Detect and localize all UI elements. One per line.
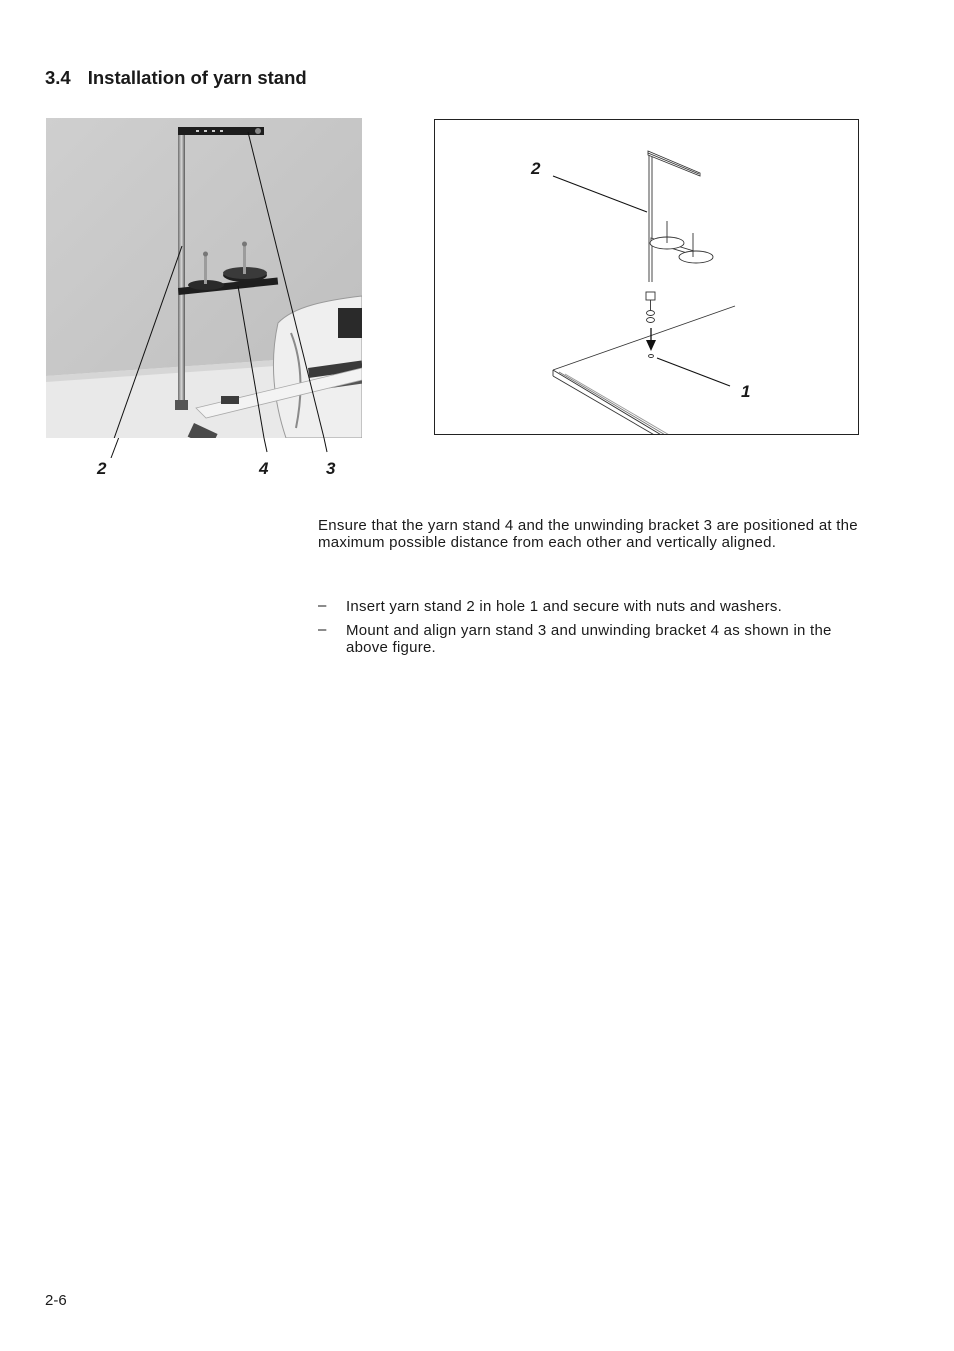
step-text: Insert yarn stand 2 in hole 1 and secure with nuts and washers.	[346, 598, 782, 615]
list-item	[318, 622, 878, 656]
installation-diagram	[434, 119, 859, 435]
diagram-callout-1: 1	[741, 382, 751, 401]
step-text: Mount and align yarn stand 3 and unwinding bracket 4 as shown in the above figure.	[346, 622, 832, 656]
list-item	[318, 598, 878, 615]
instruction-list	[318, 598, 878, 663]
intro-paragraph: Ensure that the yarn stand 4 and the unwinding bracket 3 are positioned at the maximum possible distance from each other and vertically aligned.	[318, 517, 858, 551]
list-bullet: –	[318, 621, 327, 638]
section-number: 3.4	[45, 67, 71, 88]
section-title: Installation of yarn stand	[87, 67, 307, 88]
section-heading	[45, 67, 307, 89]
diagram-callout-2: 2	[531, 159, 541, 178]
photo-leader-lines	[46, 438, 362, 458]
page-number: 2-6	[45, 1292, 67, 1309]
photo-callout-4: 4	[259, 459, 269, 478]
diagram-drawing	[435, 120, 858, 434]
list-bullet: –	[318, 597, 327, 614]
photo-callout-2: 2	[97, 459, 107, 478]
yarn-stand-photo	[46, 118, 362, 438]
photo-callout-3: 3	[326, 459, 336, 478]
